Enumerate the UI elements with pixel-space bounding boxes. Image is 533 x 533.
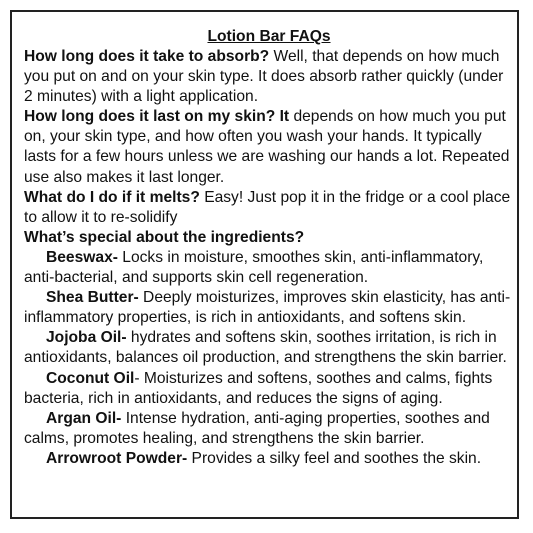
ingredients-heading: What’s special about the ingredients? bbox=[24, 228, 305, 246]
faq-answer: depends on how much you put on, your skin type, and how often you wash your hands. It typically lasts for a few hours unless we are washing our hands a lot. Repeated use also makes it last longer. bbox=[24, 108, 510, 186]
faq-list bbox=[24, 47, 514, 248]
ingredient-name: Beeswax- bbox=[46, 248, 118, 266]
ingredient-name: Argan Oil- bbox=[46, 409, 122, 427]
ingredient-name: Shea Butter- bbox=[46, 289, 139, 307]
ingredient-list bbox=[24, 248, 514, 469]
ingredient-item bbox=[24, 449, 514, 469]
ingredient-item bbox=[24, 369, 514, 409]
ingredient-description: Deeply moisturizes, improves skin elasticity, has anti-inflammatory properties, is rich in antioxidants, and softens skin. bbox=[24, 289, 511, 327]
ingredient-item bbox=[24, 409, 514, 449]
ingredient-name: Jojoba Oil- bbox=[46, 329, 127, 347]
faq-answer: Easy! Just pop it in the fridge or a cool place to allow it to re-solidify bbox=[24, 188, 511, 226]
ingredient-item bbox=[24, 288, 514, 328]
ingredient-name: Coconut Oil bbox=[46, 369, 135, 387]
ingredient-description: Intense hydration, anti-aging properties, soothes and calms, promotes healing, and strengthens the skin barrier. bbox=[24, 409, 490, 447]
faq-item bbox=[24, 47, 514, 107]
ingredient-description: Provides a silky feel and soothes the skin. bbox=[187, 449, 482, 467]
ingredient-item bbox=[24, 248, 514, 288]
faq-question: What do I do if it melts? bbox=[24, 188, 200, 206]
ingredient-description: hydrates and softens skin, soothes irritation, is rich in antioxidants, balances oil production, and strengthens the skin barrier. bbox=[24, 329, 507, 367]
ingredient-description: - Moisturizes and softens, soothes and calms, fights bacteria, rich in antioxidants, and reduces the signs of aging. bbox=[24, 369, 493, 407]
faq-item bbox=[24, 188, 514, 228]
faq-item bbox=[24, 107, 514, 187]
ingredient-description: Locks in moisture, smoothes skin, anti-inflammatory, anti-bacterial, and supports skin cell regeneration. bbox=[24, 248, 484, 287]
ingredient-name: Arrowroot Powder- bbox=[46, 449, 188, 467]
faq-question: How long does it last on my skin? It bbox=[24, 108, 290, 126]
faq-answer: Well, that depends on how much you put on and on your skin type. It does absorb rather quickly (under 2 minutes) with a light application. bbox=[24, 48, 504, 106]
document-title: Lotion Bar FAQs bbox=[207, 28, 331, 45]
ingredient-item bbox=[24, 328, 514, 368]
faq-question: How long does it take to absorb? bbox=[24, 48, 270, 65]
faq-document bbox=[24, 27, 514, 469]
